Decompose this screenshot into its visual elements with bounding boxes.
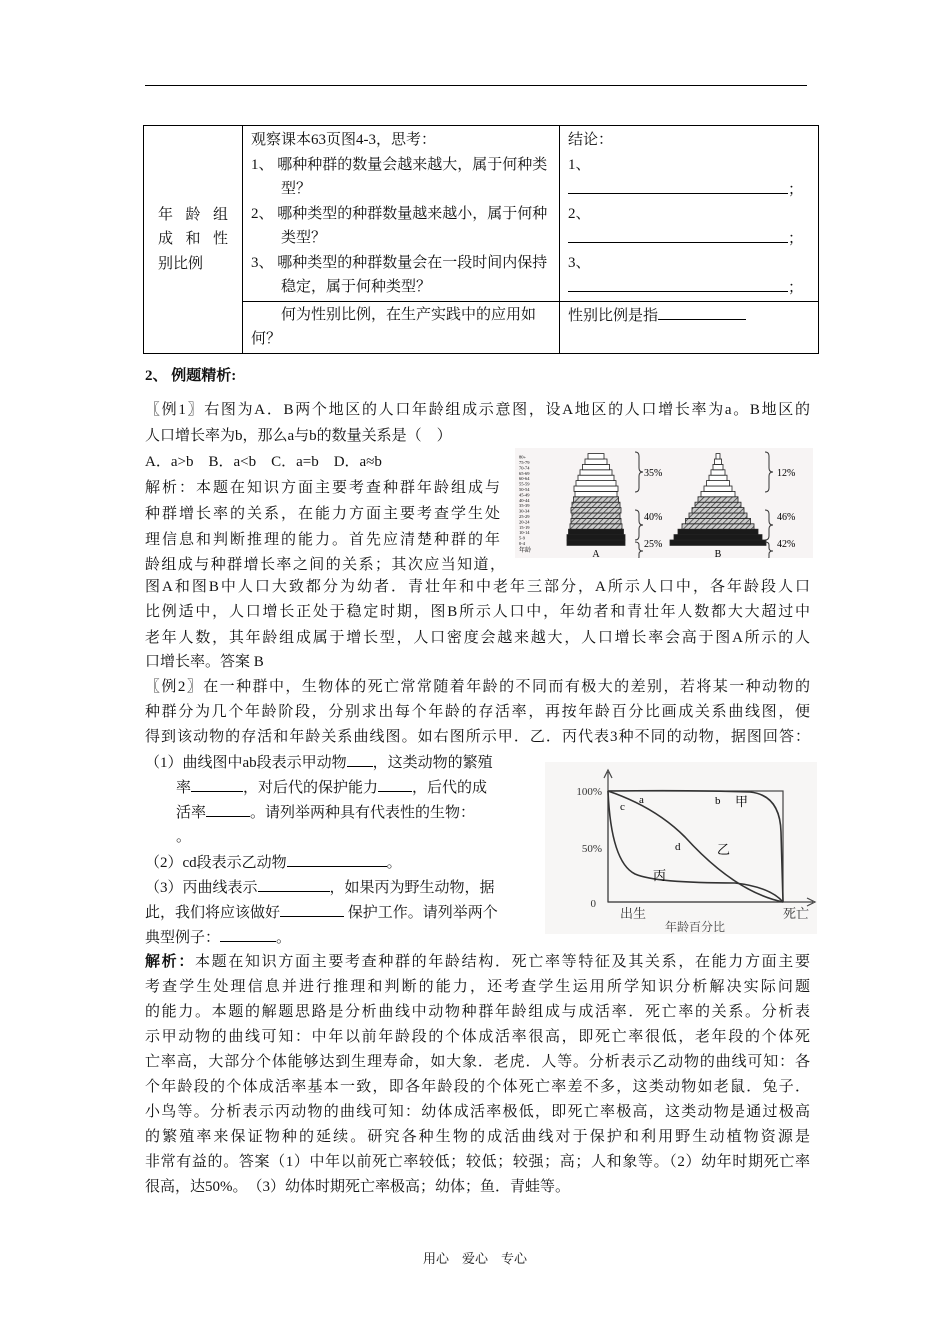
pyramid-a-bar [574,486,618,491]
conclusion-blank[interactable] [568,275,788,292]
age-group-label: 40-44 [519,497,530,503]
pyramid-a-young-percent: 25% [644,539,663,550]
example2-intro-line: 种群分为几个年龄阶段，分别求出每个年龄的存活率，再按年龄百分比画成关系曲线图，便 [145,704,810,720]
pyramid-b-bar [713,464,723,469]
age-group-label: 80+ [519,454,527,460]
example2-analysis-line: 的能力。本题的解题思路是分析曲线中动物种群年龄组成与成活率．死亡率的关系。分析表 [145,1004,810,1020]
example2-analysis-line: 个年龄段的个体成活率基本一致，即各年龄段的个体死亡率差不多，这类动物如老鼠．兔子． [145,1079,810,1095]
age-group-label: 75-79 [519,460,530,465]
pyramid-a-old-percent: 35% [644,468,663,479]
pyramid-b-bar [695,502,741,507]
y-tick-100: 100% [576,786,602,798]
example1-line: 比例适中，人口增长正处于稳定时期，图B所示人口中，年幼者和青壮年人数都大大超过中 [145,604,810,620]
age-group-label: 35-39 [519,503,530,509]
age-group-label: 25-29 [519,514,530,519]
curve-label-yi: 乙 [717,842,731,857]
q3-text: ，如果丙为野生动物，据 [329,880,495,896]
observe-text: 观察课本63页图4-3，思考： [251,132,436,148]
row-label-line: 别比例 [158,255,204,272]
sex-ratio-answer-cell [560,301,819,353]
conclusion-number: 3、 [568,254,591,271]
question-2: 2、 哪种类型的种群数量越来越小，属于何种类型？ [251,205,548,246]
pyramid-b-bar [709,475,727,480]
point-label-c: c [620,801,625,813]
pyramid-a-bar [578,475,614,480]
age-structure-table [143,125,819,354]
pyramid-a-bar [588,454,604,459]
example2-analysis-line: 小鸟等。分析表示丙动物的曲线可知：幼体成活率极低，即死亡率极高，这类动物是通过极高 [145,1104,810,1120]
example2-intro-line: 〖例2〗在一种群中，生物体的死亡常常随着年龄的不同而有极大的差别，若将某一种动物的 [145,679,810,695]
example2-analysis-line: 很高，达50%。 （3）幼体时期死亡率极高；幼体；鱼．青蛙等。 [145,1179,570,1195]
section-heading: 2、 例题精析: [145,368,237,384]
age-group-labels [519,455,530,546]
q1-text: ，这类动物的繁殖 [372,755,493,771]
pyramid-b-bar [674,535,762,540]
example1-line: A．a>b B．a<b C．a=b D．a≈b [145,454,382,470]
q1-text: 率 [176,780,192,796]
q1-text: 。请列举两种具有代表性的生物： [250,805,476,821]
q2-text: 。 [386,855,402,871]
pyramid-a-bar [585,459,607,464]
example2-analysis-line: 示甲动物的曲线可知：中年以前年龄段的个体成活率很高，即死亡率很低，老年段的个体死 [145,1029,810,1045]
pyramid-b-middle-percent: 46% [777,512,796,523]
x-label-death: 死亡 [783,906,810,921]
survival-curve-figure [545,762,817,934]
pyramid-a-bar [570,524,622,529]
x-axis-title: 年龄百分比 [664,920,726,934]
pyramid-a-bar [575,491,617,496]
pyramid-a-bar [572,513,620,518]
q1-text: ，对后代的保护能力 [243,780,379,796]
q1-blank[interactable] [191,775,243,792]
conclusion-3 [568,251,810,301]
example1-line: 人口增长率为b，那么a与b的数量关系是（ ） [145,428,452,444]
q1-blank[interactable] [206,800,250,817]
pyramid-b-bar [704,486,732,491]
age-group-label: 70-74 [519,465,530,471]
semicolon: ； [788,182,804,198]
pyramid-a-bar [571,518,621,523]
example1-line: 解析：本题在知识方面主要考查种群年龄组成与 [145,480,500,496]
example1-line: 理信息和判断推理的能力。首先应清楚种群的年 [145,532,500,548]
pyramid-a-label: A [592,549,600,558]
y-tick-50: 50% [581,843,602,855]
pyramid-a-bar [571,508,621,513]
age-group-label: 65-69 [519,470,530,476]
conclusion-blank[interactable] [568,177,788,194]
pyramid-b-bar [715,459,722,464]
age-pyramid-figure [515,448,813,558]
q1-text: （1）曲线图中ab段表示甲动物 [145,755,347,771]
pyramid-b-bar [698,497,738,502]
conclusion-2 [568,202,810,251]
q1-text: 活率 [176,805,207,821]
pyramid-b-bar [670,540,766,545]
conclusion-number: 1、 [568,156,591,173]
row-label-line: 成 和 性 [158,231,228,247]
q1-line1 [145,750,493,774]
q1-blank[interactable] [347,750,373,767]
pyramid-b-bar [689,513,747,518]
q1-blank[interactable] [378,775,412,792]
analysis-text: 本题在知识方面主要考查种群的年龄结构．死亡率等特征及其关系，在能力方面主要 [195,954,810,970]
pyramid-b-young-percent: 42% [777,539,796,550]
example1-line: 口增长率。答案 B [145,654,264,670]
age-group-label: 10-14 [519,530,530,536]
sex-ratio-answer: 性别比例是指 [568,307,659,324]
pyramid-b-bar [701,491,735,496]
page-footer: 用心 爱心 专心 [422,1251,527,1266]
conclusions-cell [560,126,819,302]
q3-line2 [145,900,498,924]
example2-analysis-line [145,950,810,974]
age-group-label: 30-34 [519,508,530,514]
pyramid-b-bar [707,481,730,486]
q1-line2 [176,775,487,799]
q2-blank[interactable] [287,850,387,867]
example2-intro-line: 得到该动物的存活和年龄关系曲线图。如右图所示甲．乙．丙代表3种不同的动物，据图回答： [145,729,810,745]
pyramid-b-bar [682,524,754,529]
example1-line: 图A和图B中人口大致都分为幼者．青壮年和中老年三部分，A所示人口中，各年龄段人口 [145,579,810,595]
example2-analysis-line: 考查学生处理信息并进行推理和判断的能力，还考查学生运用所学知识分析解决实际问题 [145,979,810,995]
pyramid-a-bar [580,470,612,475]
conclusion-label: 结论： [568,132,614,148]
q3-line3 [145,925,291,949]
q2-text: （2）cd段表示乙动物 [145,855,287,871]
pyramid-b-bar [711,470,725,475]
question-3: 3、 哪种类型的种群数量会在一段时间内保持稳定，属于何种类型？ [251,254,548,295]
pyramid-a-bar [569,529,624,534]
point-label-d: d [675,841,681,853]
pyramid-b-label: B [714,549,722,558]
semicolon: ； [788,280,804,296]
age-group-label: 55-59 [519,481,530,487]
questions-cell [243,126,560,302]
q3-text: （3）丙曲线表示 [145,880,258,896]
row-label [144,126,243,354]
age-group-label: 20-24 [519,519,530,525]
pyramid-a-bar [583,464,610,469]
pyramid-a-middle-percent: 40% [644,512,663,523]
q3-line1 [145,875,495,899]
question-1: 1、 哪种种群的数量会越来越大，属于何种类型？ [251,156,548,197]
example2-analysis-line: 亡率高，大部分个体能够达到生理寿命，如大象．老虎．人等。分析表示乙动物的曲线可知：各 [145,1054,810,1070]
pyramid-a-bar [576,481,616,486]
age-group-label: 5-9 [519,535,525,541]
q3-blank[interactable] [280,900,344,917]
q3-text: 保护工作。请列举两个 [344,905,498,921]
example1-line: 老年人数，其年龄组成属于增长型，人口密度会越来越大，人口增长率会高于图A所示的人 [145,630,810,646]
age-group-label: 0-4 [519,541,525,546]
example2-analysis-line: 非常有益的。答案（1）中年以前死亡率较低；较低；较强；高；人和象等。（2）幼年时期死亡率 [145,1154,810,1170]
semicolon: ； [788,231,804,247]
q1-text: ，后代的成 [412,780,488,796]
age-group-label: 60-64 [519,476,530,482]
example1-line: 龄组成与种群增长率之间的关系；其次应当知道， [145,557,505,573]
pyramid-a-bar [572,502,620,507]
q3-blank[interactable] [258,875,330,892]
q3-text: 。 [276,930,292,946]
row-label-line: 年 龄 组 [158,206,228,223]
q3-blank[interactable] [220,925,276,942]
pyramid-b-bar [678,529,758,534]
q1-line3 [176,800,475,824]
point-label-a: a [639,794,644,806]
age-group-label: 45-49 [519,492,530,498]
pyramid-a-bar [567,535,625,540]
q3-text: 典型例子： [145,930,221,946]
q3-text: 此，我们将应该做好 [145,905,281,921]
q2-line [145,850,402,874]
x-label-birth: 出生 [620,906,647,921]
pyramid-b-bar [686,518,751,523]
example2-analysis-line: 的繁殖率来保证物种的延续。研究各种生物的成活曲线对于保护和利用野生动植物资源是 [145,1129,810,1145]
y-tick-0: 0 [590,898,596,910]
curve-label-bing: 丙 [653,868,667,883]
pyramid-a-bar [574,497,619,502]
sex-ratio-blank[interactable] [658,303,746,320]
pyramid-b-bar [716,454,720,459]
curve-label-jia: 甲 [735,794,749,809]
pyramid-b-bar [692,508,744,513]
sex-ratio-question: 何为性别比例，在生产实践中的应用如何？ [243,301,560,353]
conclusion-number: 2、 [568,205,591,222]
q1-line4: 。 [176,829,192,845]
header-rule [145,85,807,86]
analysis-label: 解析： [145,954,195,970]
age-group-label: 50-54 [519,487,530,492]
example1-line: 种群增长率的关系，在能力方面主要考查学生处 [145,506,500,522]
example1-line: 〖例1〗右图为A．B两个地区的人口年龄组成示意图，设A地区的人口增长率为a。B地区的 [145,402,810,418]
pyramid-a-bar [567,540,625,545]
conclusion-blank[interactable] [568,226,788,243]
point-label-b: b [715,795,721,807]
age-axis-label: 年龄 [519,548,532,554]
age-group-label: 15-19 [519,524,530,530]
conclusion-1 [568,153,810,202]
pyramid-b-old-percent: 12% [777,468,796,479]
